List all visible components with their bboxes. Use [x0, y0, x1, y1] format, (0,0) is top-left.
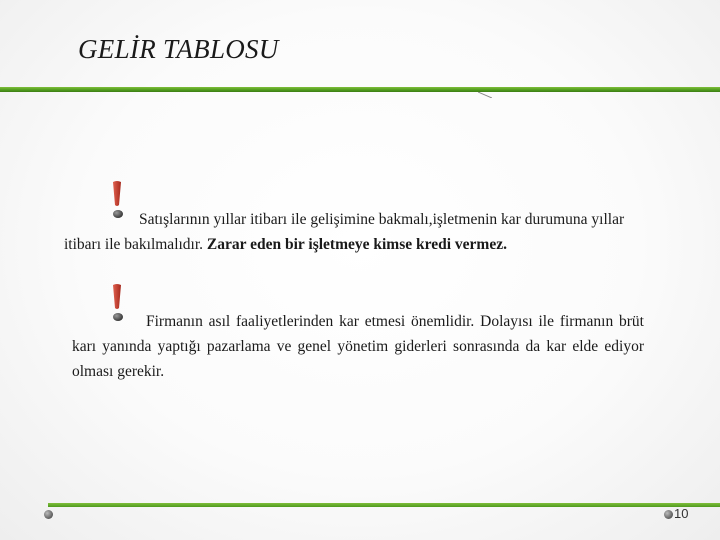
bullet-2-plain: Firmanın asıl faaliyetlerinden kar etmesi önemlidir. Dolayısı ile firmanın brüt karı yanında yaptığı pazarlama ve genel yönetim giderleri sonrasında da kar elde ediyor olması gerekir.	[72, 313, 644, 380]
bottom-divider	[48, 503, 720, 507]
bullet-1-plain: Satışlarının yıllar itibarı ile gelişimine bakmalı,işletmenin kar durumuna yıllar itibarı ile bakılmalıdır.	[64, 211, 625, 253]
footer-dot-right	[664, 510, 673, 519]
top-divider	[0, 87, 720, 92]
footer-dot-left	[44, 510, 53, 519]
page-number: 10	[674, 506, 689, 521]
bullet-text-1	[64, 207, 664, 257]
bullet-text-2	[72, 309, 644, 384]
slide-title: GELİR TABLOSU	[78, 34, 279, 64]
bullet-1-bold: Zarar eden bir işletmeye kimse kredi vermez.	[206, 236, 507, 253]
divider-accent	[478, 92, 492, 98]
